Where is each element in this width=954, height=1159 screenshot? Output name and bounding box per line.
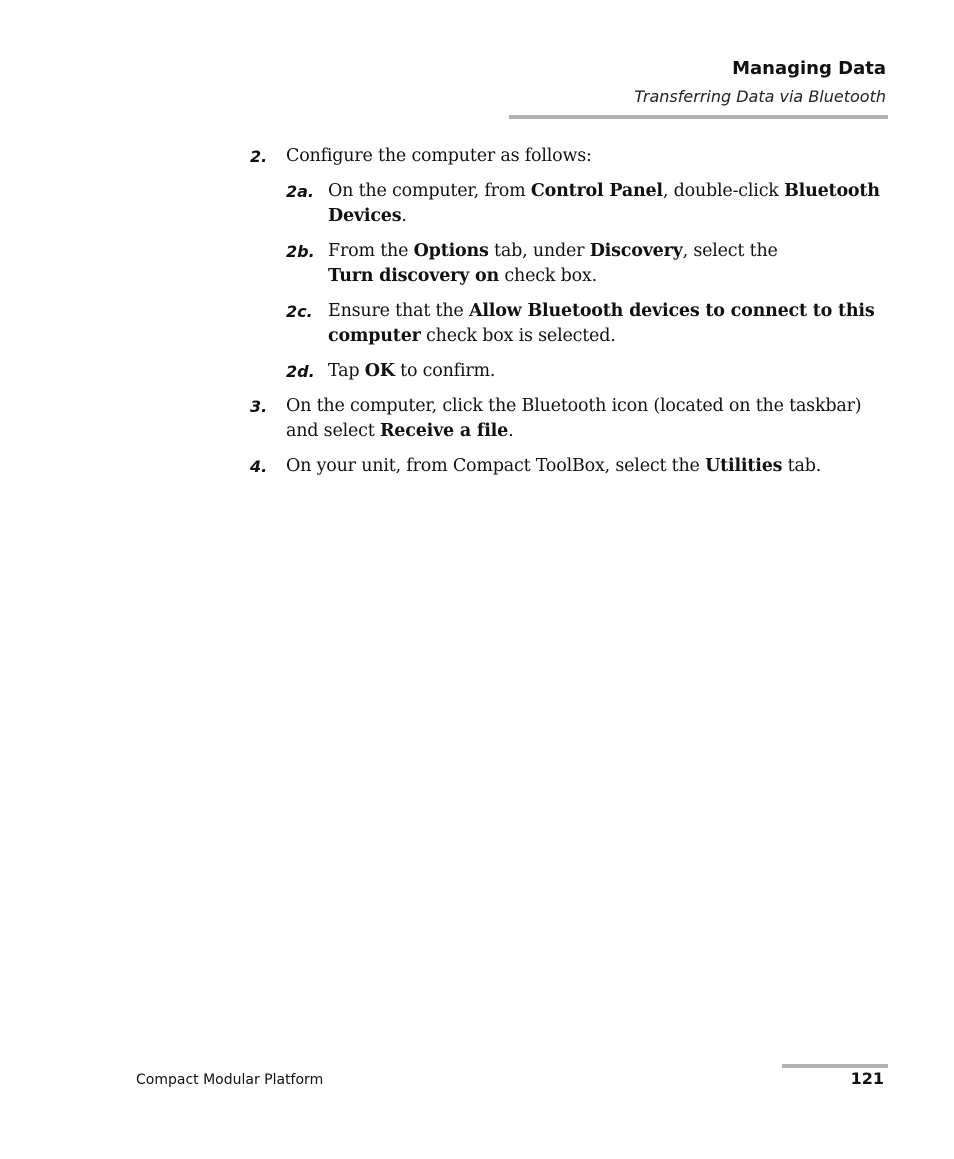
step-number: 2d.: [286, 362, 315, 381]
section-subtitle: Transferring Data via Bluetooth: [634, 87, 886, 106]
ui-term: Options: [413, 241, 489, 261]
header-rule: [509, 115, 888, 119]
chapter-title: Managing Data: [732, 58, 886, 79]
step-number: 3.: [250, 397, 268, 416]
ui-term: Discovery: [589, 241, 683, 261]
page-header: [634, 56, 886, 110]
ui-term: OK: [364, 361, 395, 381]
step-text: Tap OK to confirm.: [328, 361, 496, 381]
ui-term: Control Panel: [530, 181, 663, 201]
step-4: [250, 454, 890, 479]
step-2a: [250, 179, 890, 229]
ui-term: Bluetooth Devices: [328, 181, 880, 226]
step-number: 4.: [250, 457, 268, 476]
step-number: 2c.: [286, 302, 313, 321]
step-text: On the computer, from Control Panel, double-click Bluetooth Devices.: [328, 181, 880, 226]
ui-term: Utilities: [705, 456, 783, 476]
procedure-steps: [250, 144, 890, 489]
ui-term: Receive a file: [379, 421, 509, 441]
step-text: On the computer, click the Bluetooth icon (located on the taskbar) and select Receive a file.: [286, 396, 862, 441]
step-text: From the Options tab, under Discovery, select the Turn discovery on check box.: [328, 241, 778, 286]
step-text: On your unit, from Compact ToolBox, select the Utilities tab.: [286, 456, 822, 476]
step-2c: [250, 299, 890, 349]
step-2b: [250, 239, 890, 289]
step-2: [250, 144, 890, 169]
ui-term: Allow Bluetooth devices to connect to this computer: [328, 301, 875, 346]
footer-product: Compact Modular Platform: [136, 1072, 324, 1088]
step-3: [250, 394, 890, 444]
ui-term: Turn discovery on: [328, 266, 500, 286]
page-number: 121: [850, 1069, 884, 1088]
step-text: Ensure that the Allow Bluetooth devices to connect to this computer check box is selected.: [328, 301, 875, 346]
step-text: Configure the computer as follows:: [286, 146, 592, 166]
step-number: 2a.: [286, 182, 315, 201]
step-2d: [250, 359, 890, 384]
step-number: 2b.: [286, 242, 315, 261]
step-number: 2.: [250, 147, 268, 166]
